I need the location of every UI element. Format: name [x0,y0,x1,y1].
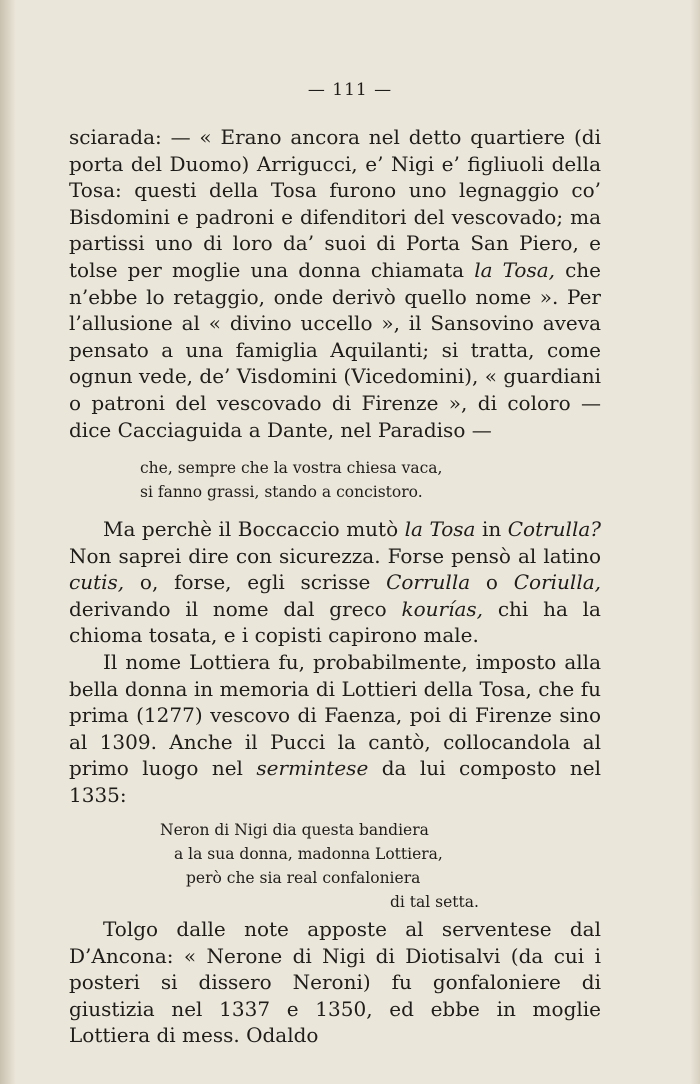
text-run: o [470,570,514,595]
italic-run: cutis, [69,570,125,595]
italic-run: la Tosa [404,517,476,541]
verse-quote-1 [140,456,442,504]
text-run: o, forse, egli scrisse [124,570,387,595]
italic-run: Corrulla [386,570,471,595]
page-edge-right [690,0,700,1084]
verse-line: però che sia real confaloniera [186,869,421,887]
verse-quote-2 [160,818,479,914]
verse-line: che, sempre che la vostra chiesa vaca, [140,459,443,477]
text-run: derivando il nome dal greco [69,596,402,621]
verse-line: di tal setta. [390,893,479,911]
paragraph-4 [69,916,601,1049]
verse-line: a la sua donna, madonna Lottiera, [174,845,443,863]
paragraph-4-text: Tolgo dalle note apposte al serventese dal D’Ancona: « Nerone di Nigi di Diotisalvi (da cui i posteri si dissero Neroni) fu gonfaloniere di giustizia nel 1337 e 1350, ed ebbe in moglie Lottiera di mess. Odaldo [69,917,601,1048]
page-edge-left [0,0,16,1084]
text-run: Ma perchè il Boccaccio mutò [103,517,405,541]
verse-line: si fanno grassi, stando a concistoro. [140,483,423,501]
paragraph-2-3 [69,516,601,809]
text-run: da lui composto nel 1335: [69,756,601,807]
paragraph-1-text-b: che n’ebbe lo retaggio, onde derivò quello nome ». Per l’allusione al « divino uccello », il Sansovino aveva pensato a una famiglia Aquilanti; si tratta, come ognun vede, de’ Visdomini (Vicedomini), « guardiani o patroni del vescovado di Firenze », di coloro — dice Cacciaguida a Dante, nel Paradiso — [69,257,601,442]
paragraph-3 [69,649,601,809]
verse-line: Neron di Nigi dia questa bandiera [160,821,429,839]
italic-run: sermintese [256,756,369,781]
page-number: — 111 — [307,80,393,100]
text-run: Non saprei dire con sicurezza. Forse pensò al latino [69,543,601,568]
text-run: Il nome Lottiera fu, probabilmente, imposto alla bella donna in memoria di Lottieri della Tosa, che fu prima (1277) vescovo di Faenza, poi di Firenze sino al 1309. Anche il Pucci la cantò, collocandola al primo luogo nel [69,649,601,781]
text-run: in [475,517,508,541]
italic-run: Cotrulla? [507,517,601,541]
paragraph-1-italic-a: la Tosa, [474,257,555,282]
paragraph-2 [69,516,601,649]
paragraph-1 [69,124,601,443]
paragraph-1-text-a: sciarada: — « Erano ancora nel detto quartiere (di porta del Duomo) Arrigucci, e’ Nigi e’ figliuoli della Tosa: questi della Tosa furono uno legnaggio co’ Bisdomini e padroni e difenditori del vescovado; ma partissi uno di loro da’ suoi di Porta San Piero, e tolse per moglie una donna chiamata [69,125,601,282]
italic-run: Coriulla, [513,570,601,595]
text-run: chi ha la chioma tosata, e i copisti capirono male. [69,596,601,648]
italic-run: kourías, [401,596,484,621]
